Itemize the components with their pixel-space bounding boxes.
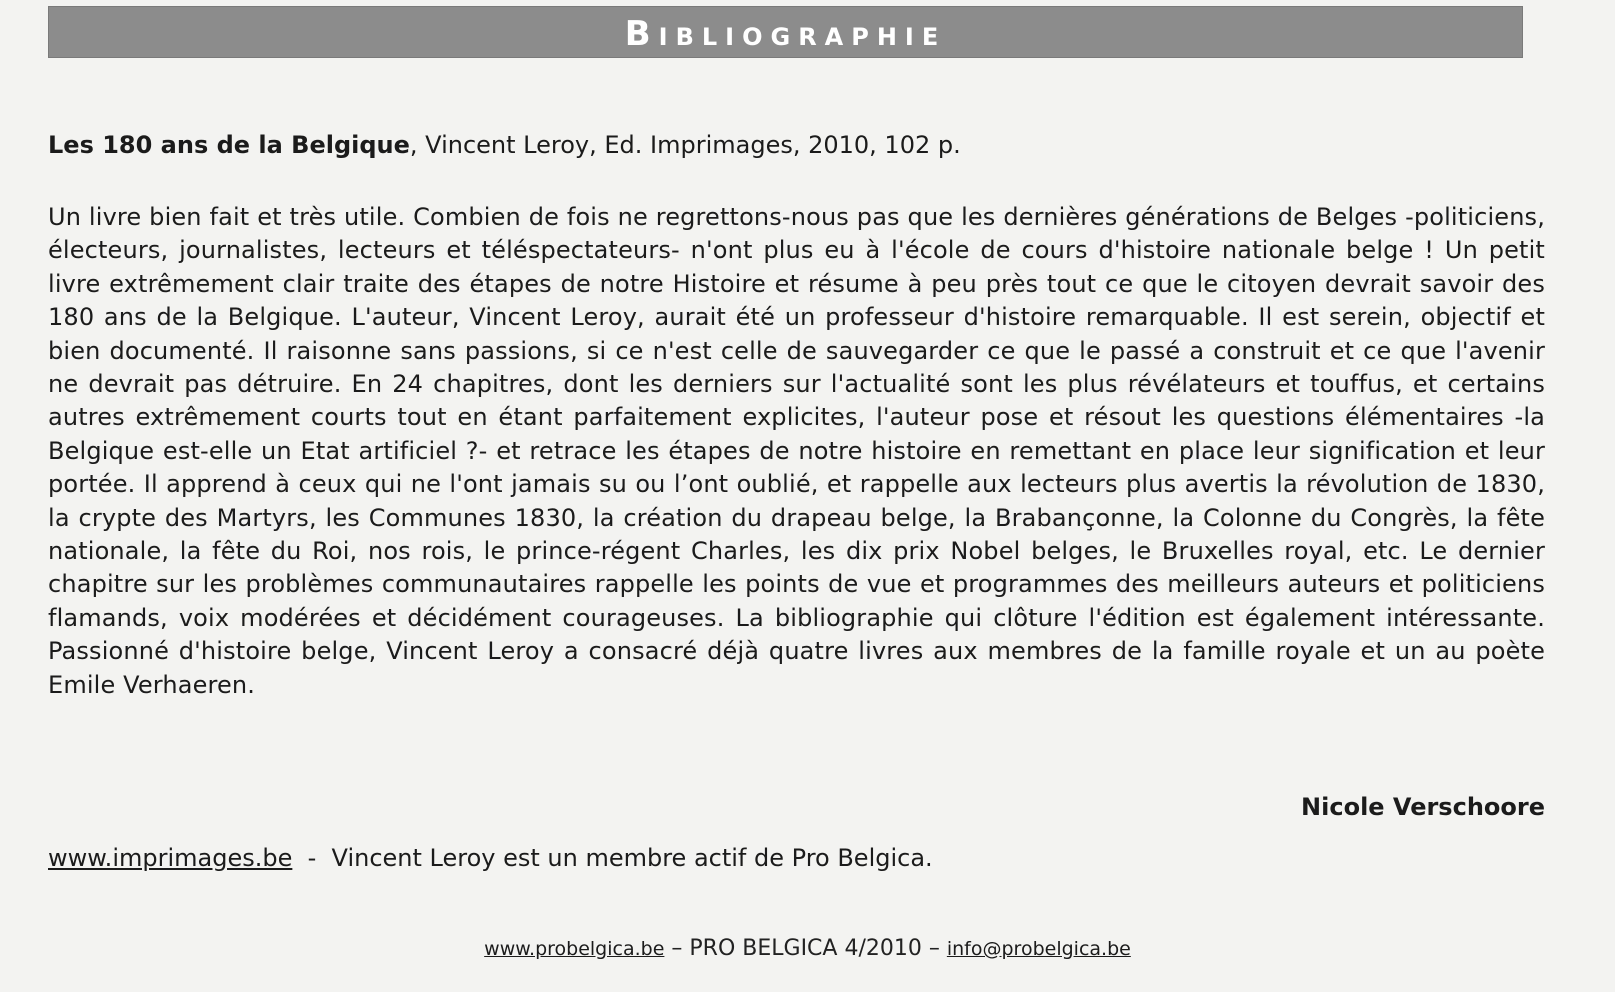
footer-email-link[interactable]: info@probelgica.be <box>946 938 1131 960</box>
page-footer <box>0 935 1615 963</box>
note-text: Vincent Leroy est un membre actif de Pro Belgica. <box>331 844 933 872</box>
publisher-link[interactable]: www.imprimages.be <box>48 844 293 872</box>
footer-separator: – <box>664 936 690 961</box>
section-header-bar <box>48 6 1523 58</box>
section-title: Bibliographie <box>624 14 947 54</box>
review-author: Nicole Verschoore <box>1301 793 1545 821</box>
footer-issue: PRO BELGICA 4/2010 <box>689 936 922 961</box>
footer-separator: – <box>921 936 947 961</box>
book-reference <box>48 130 961 160</box>
review-body: Un livre bien fait et très utile. Combien de fois ne regrettons-nous pas que les dernières générations de Belges -politiciens, électeurs, journalistes, lecteurs et téléspectateurs- n'ont plus eu à l'école de cours d'histoire nationale belge ! Un petit livre extrêmement clair traite des étapes de notre Histoire et résume à peu près tout ce que le citoyen devrait savoir des 180 ans de la Belgique. L'auteur, Vincent Leroy, aurait été un professeur d'histoire remarquable. Il est serein, objectif et bien documenté. Il raisonne sans passions, si ce n'est celle de sauvegarder ce que le passé a construit et ce que l'avenir ne devrait pas détruire. En 24 chapitres, dont les derniers sur l'actualité sont les plus révélateurs et touffus, et certains autres extrêmement courts tout en étant parfaitement explicites, l'auteur pose et résout les questions élémentaires -la Belgique est-elle un Etat artificiel ?- et retrace les étapes de notre histoire en remettant en place leur signification et leur portée. Il apprend à ceux qui ne l'ont jamais su ou l’ont oublié, et rappelle aux lecteurs plus avertis la révolution de 1830, la crypte des Martyrs, les Communes 1830, la création du drapeau belge, la Brabançonne, la Colonne du Congrès, la fête nationale, la fête du Roi, nos rois, le prince-régent Charles, les dix prix Nobel belges, le Bruxelles royal, etc. Le dernier chapitre sur les problèmes communautaires rappelle les points de vue et programmes des meilleurs auteurs et politiciens flamands, voix modérées et décidément courageuses. La bibliographie qui clôture l'édition est également intéressante. Passionné d'histoire belge, Vincent Leroy a consacré déjà quatre livres aux membres de la famille royale et un au poète Emile Verhaeren. <box>48 203 1545 699</box>
footer-website-link[interactable]: www.probelgica.be <box>484 938 665 960</box>
book-details: , Vincent Leroy, Ed. Imprimages, 2010, 102 p. <box>409 131 961 159</box>
book-title: Les 180 ans de la Belgique <box>48 131 410 159</box>
note-separator: - <box>292 844 332 872</box>
publisher-note <box>48 843 933 873</box>
